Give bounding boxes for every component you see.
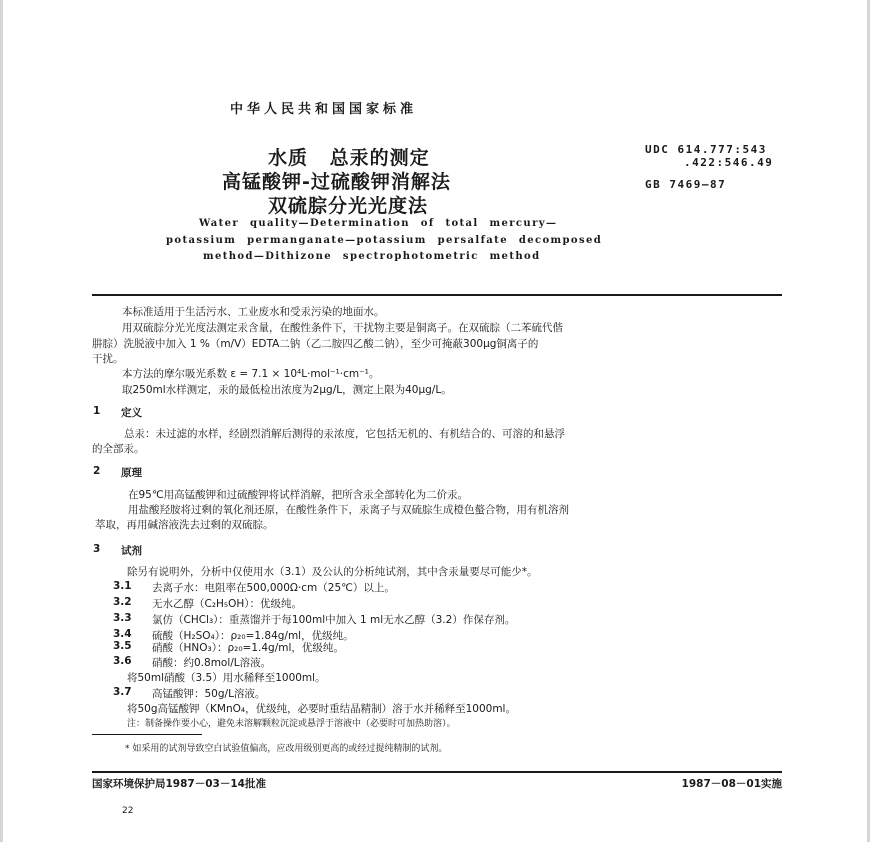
item-number: 3.7 bbox=[113, 686, 132, 698]
item-text: 无水乙醇（C₂H₅OH）：优级纯。 bbox=[152, 598, 303, 610]
section-number: 1 bbox=[93, 405, 101, 417]
title-line-2: 高锰酸钾-过硫酸钾消解法 bbox=[222, 171, 451, 193]
intro-line: 本标准适用于生活污水、工业废水和受汞污染的地面水。 bbox=[122, 306, 385, 318]
intro-line: 肼腙）洗脱液中加入 1 %（m/V）EDTA二钠（乙二胺四乙酸二钠），至少可掩蔽300μg铜离子的 bbox=[92, 338, 539, 350]
title-line-3: 双硫腙分光光度法 bbox=[268, 195, 429, 217]
page-border-left bbox=[0, 0, 3, 842]
item-text: 将50ml硝酸（3.5）用水稀释至1000ml。 bbox=[127, 672, 326, 684]
english-title-line-1: Water quality—Determination of total mercury— bbox=[199, 218, 558, 229]
section-line: 总汞：未过滤的水样，经剧烈消解后测得的汞浓度，它包括无机的、有机结合的、可溶的和悬浮 bbox=[124, 428, 565, 440]
section-number: 3 bbox=[93, 543, 101, 555]
intro-line: 取250ml水样测定，汞的最低检出浓度为2μg/L，测定上限为40μg/L。 bbox=[122, 384, 452, 396]
page-number: 22 bbox=[122, 806, 134, 816]
item-number: 3.1 bbox=[113, 580, 132, 592]
udc-code-line-2: .422:546.49 bbox=[684, 156, 774, 169]
item-text: 硝酸（HNO₃）：ρ₂₀=1.4g/ml，优级纯。 bbox=[152, 642, 344, 654]
item-number: 3.5 bbox=[113, 640, 132, 652]
intro-line: 干扰。 bbox=[92, 353, 124, 365]
section-line: 的全部汞。 bbox=[92, 443, 145, 455]
item-number: 3.6 bbox=[113, 655, 132, 667]
footer-rule bbox=[92, 771, 782, 773]
gb-code: GB 7469—87 bbox=[645, 178, 727, 191]
section-line: 萃取，再用碱溶液洗去过剩的双硫腙。 bbox=[95, 519, 274, 531]
header-rule bbox=[92, 294, 782, 296]
english-title-line-3: method—Dithizone spectrophotometric method bbox=[203, 251, 541, 262]
section-line: 用盐酸羟胺将过剩的氧化剂还原，在酸性条件下，汞离子与双硫腙生成橙色螯合物，用有机溶剂 bbox=[128, 504, 569, 516]
item-number: 3.2 bbox=[113, 596, 132, 608]
item-text: 氯仿（CHCl₃）：重蒸馏并于每100ml中加入 1 ml无水乙醇（3.2）作保存剂。 bbox=[152, 614, 516, 626]
item-text: 将50g高锰酸钾（KMnO₄，优级纯，必要时重结晶精制）溶于水并稀释至1000ml。 bbox=[127, 703, 516, 715]
footnote-rule bbox=[92, 734, 202, 735]
english-title-line-2: potassium permanganate—potassium persalfate decomposed bbox=[166, 235, 603, 246]
udc-code-line-1: UDC 614.777:543 bbox=[645, 143, 767, 156]
reagent-note: 注：制备操作要小心，避免未溶解颗粒沉淀或悬浮于溶液中（必要时可加热助溶）。 bbox=[127, 719, 456, 729]
item-number: 3.3 bbox=[113, 612, 132, 624]
section-lead: 除另有说明外，分析中仅使用水（3.1）及公认的分析纯试剂，其中含汞量要尽可能少*。 bbox=[127, 566, 538, 578]
effective-date: 1987－08－01实施 bbox=[681, 778, 782, 790]
section-heading: 原理 bbox=[121, 467, 142, 479]
intro-line: 本方法的摩尔吸光系数 ε = 7.1 × 10⁴L·mol⁻¹·cm⁻¹。 bbox=[122, 368, 380, 380]
intro-line: 用双硫腙分光光度法测定汞含量，在酸性条件下，干扰物主要是铜离子。在双硫腙（二苯硫代偕 bbox=[122, 322, 563, 334]
section-number: 2 bbox=[93, 465, 101, 477]
title-line-1: 水质 总汞的测定 bbox=[268, 147, 430, 169]
item-text: 硝酸：约0.8mol/L溶液。 bbox=[152, 657, 272, 669]
standard-name: 中华人民共和国国家标准 bbox=[230, 102, 418, 117]
item-text: 去离子水：电阻率在500,000Ω·cm（25℃）以上。 bbox=[152, 582, 395, 594]
item-text: 硫酸（H₂SO₄）：ρ₂₀=1.84g/ml，优级纯。 bbox=[152, 630, 354, 642]
item-text: 高锰酸钾：50g/L溶液。 bbox=[152, 688, 266, 700]
approval-date: 国家环境保护局1987－03－14批准 bbox=[92, 778, 266, 790]
section-line: 在95℃用高锰酸钾和过硫酸钾将试样消解，把所含汞全部转化为二价汞。 bbox=[128, 489, 469, 501]
item-number: 3.4 bbox=[113, 628, 132, 640]
section-heading: 定义 bbox=[121, 407, 142, 419]
section-heading: 试剂 bbox=[121, 545, 142, 557]
footnote: * 如采用的试剂导致空白试验值偏高，应改用级别更高的或经过提纯精制的试剂。 bbox=[125, 744, 448, 754]
